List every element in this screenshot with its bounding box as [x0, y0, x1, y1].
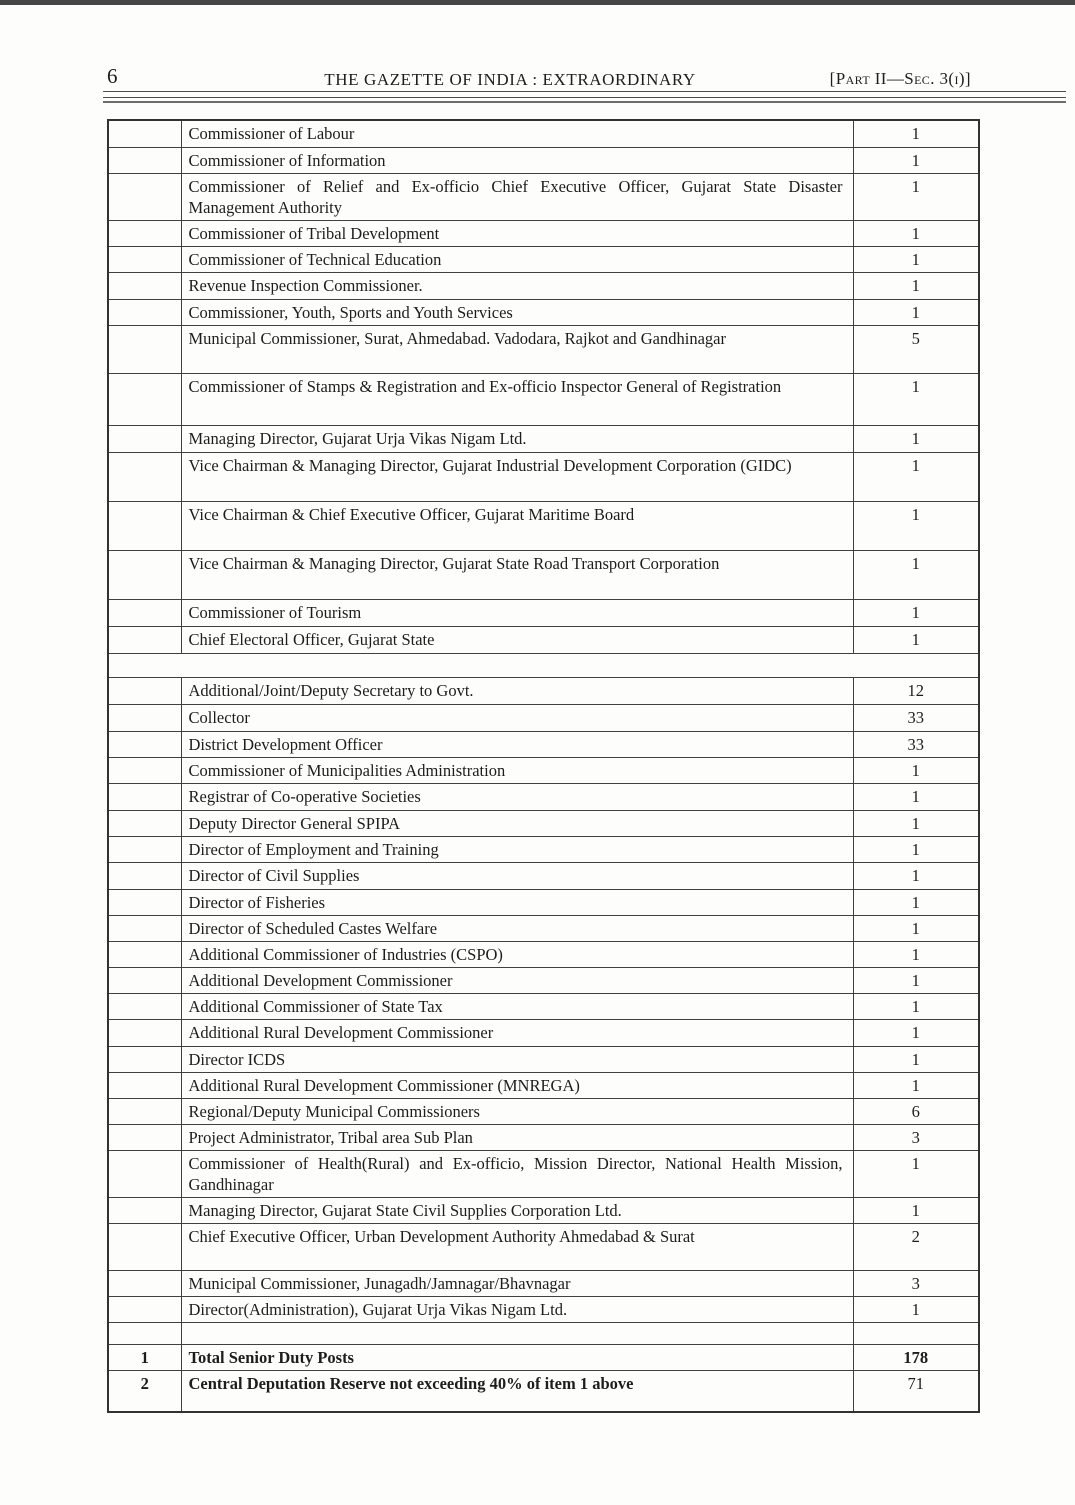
serial-cell — [108, 425, 181, 452]
table-row — [108, 1370, 979, 1412]
post-name-cell: Chief Electoral Officer, Gujarat State — [181, 626, 853, 653]
table-row — [108, 220, 979, 246]
table-row — [108, 836, 979, 862]
post-name-cell: Revenue Inspection Commissioner. — [181, 272, 853, 299]
page-title: THE GAZETTE OF INDIA : EXTRAORDINARY — [324, 70, 696, 89]
serial-cell — [108, 120, 181, 147]
serial-cell — [108, 862, 181, 889]
post-name-cell: Director ICDS — [181, 1046, 853, 1072]
post-count-cell: 1 — [853, 757, 979, 783]
post-name-cell: Director of Employment and Training — [181, 836, 853, 862]
post-name-cell: Commissioner, Youth, Sports and Youth Services — [181, 299, 853, 325]
post-count-cell: 1 — [853, 1296, 979, 1322]
table-row — [108, 452, 979, 501]
table-row — [108, 1197, 979, 1223]
serial-cell — [108, 993, 181, 1019]
serial-cell — [108, 810, 181, 836]
post-name-cell — [181, 1322, 853, 1344]
post-count-cell: 1 — [853, 246, 979, 272]
table-row — [108, 862, 979, 889]
serial-cell — [108, 452, 181, 501]
table-row — [108, 810, 979, 836]
post-count-cell: 1 — [853, 501, 979, 550]
post-count-cell: 1 — [853, 862, 979, 889]
post-count-cell: 1 — [853, 1019, 979, 1046]
serial-cell — [108, 731, 181, 757]
serial-cell: 2 — [108, 1370, 181, 1412]
table-row — [108, 783, 979, 810]
post-name-cell: Registrar of Co-operative Societies — [181, 783, 853, 810]
post-name-cell: Municipal Commissioner, Surat, Ahmedabad. Vadodara, Rajkot and Gandhinagar — [181, 325, 853, 373]
post-count-cell: 1 — [853, 967, 979, 993]
post-name-cell: Regional/Deputy Municipal Commissioners — [181, 1098, 853, 1124]
serial-cell — [108, 1019, 181, 1046]
serial-cell — [108, 1197, 181, 1223]
post-name-cell: Director of Civil Supplies — [181, 862, 853, 889]
serial-cell — [108, 1296, 181, 1322]
post-name-cell: District Development Officer — [181, 731, 853, 757]
serial-cell — [108, 783, 181, 810]
post-count-cell: 1 — [853, 452, 979, 501]
table-row — [108, 325, 979, 373]
serial-cell — [108, 173, 181, 220]
post-name-cell: Total Senior Duty Posts — [181, 1344, 853, 1370]
post-name-cell: Collector — [181, 704, 853, 731]
post-count-cell: 2 — [853, 1223, 979, 1270]
post-count-cell: 6 — [853, 1098, 979, 1124]
table-row — [108, 1019, 979, 1046]
table-row — [108, 1296, 979, 1322]
table-row — [108, 731, 979, 757]
post-count-cell: 33 — [853, 731, 979, 757]
table-row — [108, 299, 979, 325]
serial-cell — [108, 967, 181, 993]
serial-cell — [108, 1223, 181, 1270]
serial-cell — [108, 246, 181, 272]
spacer-cell — [108, 653, 979, 677]
post-name-cell: Commissioner of Relief and Ex-officio Chief Executive Officer, Gujarat State Disaster Management Authority — [181, 173, 853, 220]
post-name-cell: Commissioner of Health(Rural) and Ex-officio, Mission Director, National Health Mission, Gandhinagar — [181, 1150, 853, 1197]
post-name-cell: Additional Commissioner of Industries (CSPO) — [181, 941, 853, 967]
post-name-cell: Managing Director, Gujarat State Civil Supplies Corporation Ltd. — [181, 1197, 853, 1223]
serial-cell — [108, 889, 181, 915]
post-count-cell: 1 — [853, 941, 979, 967]
table-row — [108, 599, 979, 626]
table-row — [108, 501, 979, 550]
post-name-cell: Municipal Commissioner, Junagadh/Jamnagar/Bhavnagar — [181, 1270, 853, 1296]
post-name-cell: Director of Scheduled Castes Welfare — [181, 915, 853, 941]
table-row — [108, 704, 979, 731]
table-row — [108, 677, 979, 704]
post-count-cell: 1 — [853, 915, 979, 941]
serial-cell — [108, 272, 181, 299]
serial-cell — [108, 599, 181, 626]
post-count-cell: 1 — [853, 1197, 979, 1223]
post-count-cell: 12 — [853, 677, 979, 704]
post-name-cell: Commissioner of Tourism — [181, 599, 853, 626]
post-name-cell: Commissioner of Information — [181, 147, 853, 173]
post-name-cell: Vice Chairman & Managing Director, Gujarat Industrial Development Corporation (GIDC) — [181, 452, 853, 501]
table-row — [108, 993, 979, 1019]
post-name-cell: Central Deputation Reserve not exceeding 40% of item 1 above — [181, 1370, 853, 1412]
table-row — [108, 626, 979, 653]
post-name-cell: Commissioner of Stamps & Registration and Ex-officio Inspector General of Registration — [181, 373, 853, 425]
header-rule-thin — [103, 91, 1066, 92]
table-row — [108, 246, 979, 272]
post-name-cell: Commissioner of Municipalities Administration — [181, 757, 853, 783]
serial-cell — [108, 1046, 181, 1072]
serial-cell — [108, 1098, 181, 1124]
post-count-cell: 1 — [853, 889, 979, 915]
post-count-cell: 1 — [853, 220, 979, 246]
serial-cell: 1 — [108, 1344, 181, 1370]
post-count-cell: 1 — [853, 810, 979, 836]
scan-top-edge — [0, 0, 1075, 5]
table-row — [108, 1223, 979, 1270]
header-rule-double — [103, 97, 1066, 103]
post-name-cell: Additional Development Commissioner — [181, 967, 853, 993]
serial-cell — [108, 550, 181, 599]
table-row — [108, 889, 979, 915]
post-name-cell: Deputy Director General SPIPA — [181, 810, 853, 836]
table-row — [108, 967, 979, 993]
post-count-cell: 5 — [853, 325, 979, 373]
serial-cell — [108, 915, 181, 941]
post-count-cell: 178 — [853, 1344, 979, 1370]
table-row — [108, 147, 979, 173]
table-row — [108, 915, 979, 941]
post-name-cell: Additional Rural Development Commissioner — [181, 1019, 853, 1046]
table-row — [108, 550, 979, 599]
table-row — [108, 1072, 979, 1098]
table-row — [108, 272, 979, 299]
serial-cell — [108, 1124, 181, 1150]
post-count-cell: 1 — [853, 272, 979, 299]
table-row — [108, 1322, 979, 1344]
post-name-cell: Additional Rural Development Commissioner (MNREGA) — [181, 1072, 853, 1098]
part-section-label: [Part II—Sec. 3(i)] — [829, 69, 971, 88]
serial-cell — [108, 299, 181, 325]
serial-cell — [108, 501, 181, 550]
post-count-cell: 1 — [853, 599, 979, 626]
post-count-cell: 1 — [853, 173, 979, 220]
table-row — [108, 941, 979, 967]
serial-cell — [108, 704, 181, 731]
table-row — [108, 757, 979, 783]
serial-cell — [108, 147, 181, 173]
post-name-cell: Additional/Joint/Deputy Secretary to Govt. — [181, 677, 853, 704]
post-count-cell: 1 — [853, 120, 979, 147]
post-name-cell: Director of Fisheries — [181, 889, 853, 915]
post-count-cell: 1 — [853, 1150, 979, 1197]
serial-cell — [108, 836, 181, 862]
post-count-cell: 1 — [853, 783, 979, 810]
post-name-cell: Commissioner of Labour — [181, 120, 853, 147]
table-row — [108, 1150, 979, 1197]
serial-cell — [108, 1322, 181, 1344]
post-name-cell: Commissioner of Technical Education — [181, 246, 853, 272]
post-name-cell: Managing Director, Gujarat Urja Vikas Nigam Ltd. — [181, 425, 853, 452]
post-count-cell: 1 — [853, 373, 979, 425]
page-number: 6 — [107, 64, 118, 88]
table-row — [108, 373, 979, 425]
serial-cell — [108, 677, 181, 704]
serial-cell — [108, 757, 181, 783]
post-count-cell: 71 — [853, 1370, 979, 1412]
post-name-cell: Vice Chairman & Managing Director, Gujarat State Road Transport Corporation — [181, 550, 853, 599]
post-name-cell: Director(Administration), Gujarat Urja Vikas Nigam Ltd. — [181, 1296, 853, 1322]
senior-duty-posts-table — [107, 119, 980, 1413]
post-count-cell: 1 — [853, 1072, 979, 1098]
post-count-cell: 3 — [853, 1270, 979, 1296]
posts-table-body — [108, 120, 979, 1412]
post-count-cell: 1 — [853, 1046, 979, 1072]
serial-cell — [108, 220, 181, 246]
spacer-row — [108, 653, 979, 677]
serial-cell — [108, 325, 181, 373]
serial-cell — [108, 626, 181, 653]
serial-cell — [108, 1150, 181, 1197]
table-row — [108, 120, 979, 147]
post-name-cell: Project Administrator, Tribal area Sub Plan — [181, 1124, 853, 1150]
post-count-cell: 1 — [853, 626, 979, 653]
post-count-cell: 1 — [853, 836, 979, 862]
post-name-cell: Chief Executive Officer, Urban Development Authority Ahmedabad & Surat — [181, 1223, 853, 1270]
serial-cell — [108, 1270, 181, 1296]
table-row — [108, 1046, 979, 1072]
table-row — [108, 173, 979, 220]
post-count-cell: 1 — [853, 147, 979, 173]
post-count-cell: 1 — [853, 550, 979, 599]
post-count-cell: 1 — [853, 993, 979, 1019]
post-name-cell: Commissioner of Tribal Development — [181, 220, 853, 246]
serial-cell — [108, 941, 181, 967]
post-count-cell: 33 — [853, 704, 979, 731]
post-name-cell: Additional Commissioner of State Tax — [181, 993, 853, 1019]
post-count-cell: 3 — [853, 1124, 979, 1150]
serial-cell — [108, 373, 181, 425]
post-name-cell: Vice Chairman & Chief Executive Officer, Gujarat Maritime Board — [181, 501, 853, 550]
table-row — [108, 1270, 979, 1296]
serial-cell — [108, 1072, 181, 1098]
table-row — [108, 425, 979, 452]
table-row — [108, 1124, 979, 1150]
table-row — [108, 1344, 979, 1370]
post-count-cell: 1 — [853, 299, 979, 325]
post-count-cell: 1 — [853, 425, 979, 452]
post-count-cell — [853, 1322, 979, 1344]
table-row — [108, 1098, 979, 1124]
